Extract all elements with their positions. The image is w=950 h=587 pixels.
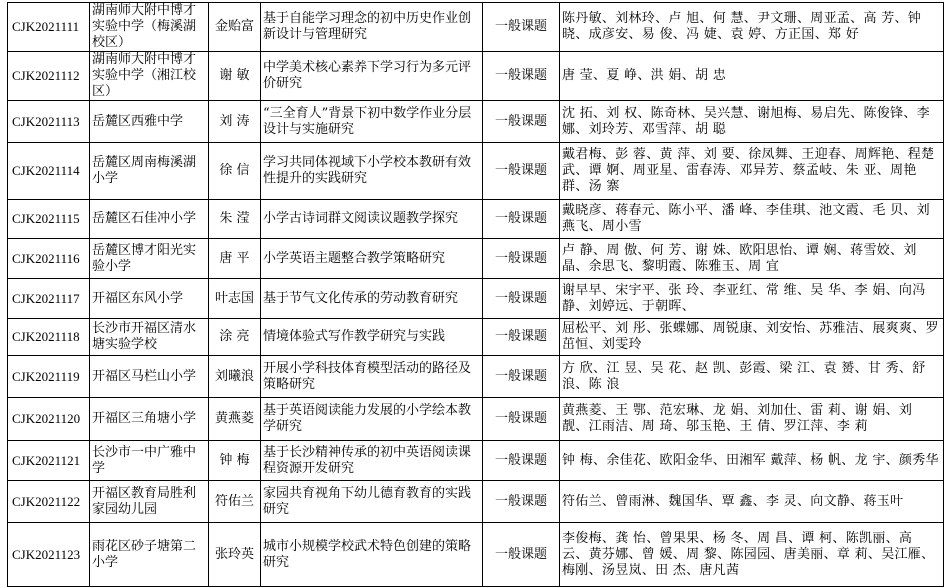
table-row	[8, 3, 944, 52]
project-leader: 涂 亮	[209, 319, 261, 356]
project-category: 一般课题	[483, 52, 560, 101]
project-members: 沈 拓、刘 权、陈奇林、吴兴慧、谢旭梅、易启先、陈俊锋、李 娜、刘玲芳、邓雪萍、胡 聪	[560, 101, 944, 143]
unit-name: 湖南师大附中博才实验中学（梅溪湖校区）	[90, 3, 209, 52]
project-members: 钟 梅、余佳花、欧阳金华、田湘军 戴萍、杨 帆、龙 宇、颜秀华	[560, 441, 944, 481]
table-row	[8, 398, 944, 441]
table-row	[8, 523, 944, 587]
project-code: CJK2021121	[8, 441, 90, 481]
project-title: 小学英语主题整合教学策略研究	[261, 239, 483, 279]
project-members: 唐 莹、夏 峥、洪 娟、胡 忠	[560, 52, 944, 101]
project-title: 基于长沙精神传承的初中英语阅读课程资源开发研究	[261, 441, 483, 481]
project-category: 一般课题	[483, 143, 560, 200]
unit-name: 长沙市一中广雅中学	[90, 441, 209, 481]
project-leader: 谢 敏	[209, 52, 261, 101]
project-title: 基于英语阅读能力发展的小学绘本教学研究	[261, 398, 483, 441]
project-leader: 唐 平	[209, 239, 261, 279]
project-title: 中学美术核心素养下学习行为多元评价研究	[261, 52, 483, 101]
project-title: 基于自能学习理念的初中历史作业创新设计与管理研究	[261, 3, 483, 52]
project-leader: 黄燕菱	[209, 398, 261, 441]
table-body	[8, 3, 944, 587]
unit-name: 湖南师大附中博才实验中学（湘江校区）	[90, 52, 209, 101]
project-leader: 朱 滢	[209, 200, 261, 239]
project-members: 黄燕菱、王 鄂、范宏琳、龙 娟、刘加仕、雷 莉、谢 娟、刘 靓、江雨洁、周 琦、邬玉艳、王 倩、罗江萍、李 莉	[560, 398, 944, 441]
table-row	[8, 279, 944, 319]
project-title: 家园共育视角下幼儿德育教育的实践研究	[261, 481, 483, 523]
unit-name: 开福区东风小学	[90, 279, 209, 319]
project-title: 开展小学科技体育模型活动的路径及策略研究	[261, 356, 483, 398]
project-code: CJK2021122	[8, 481, 90, 523]
table-row	[8, 52, 944, 101]
table-row	[8, 101, 944, 143]
project-category: 一般课题	[483, 3, 560, 52]
project-title: 情境体验式写作教学研究与实践	[261, 319, 483, 356]
project-code: CJK2021115	[8, 200, 90, 239]
project-title: 基于节气文化传承的劳动教育研究	[261, 279, 483, 319]
project-leader: 钟 梅	[209, 441, 261, 481]
project-leader: 金贻富	[209, 3, 261, 52]
table-row	[8, 356, 944, 398]
project-category: 一般课题	[483, 239, 560, 279]
project-category: 一般课题	[483, 481, 560, 523]
unit-name: 长沙市开福区清水塘实验学校	[90, 319, 209, 356]
project-members: 方 欣、江 昱、吴 花、赵 凯、彭霞、梁 江、袁 赟、甘 秀、舒 浪、陈 浪	[560, 356, 944, 398]
project-title: 学习共同体视域下小学校本教研有效性提升的实践研究	[261, 143, 483, 200]
unit-name: 岳麓区西雅中学	[90, 101, 209, 143]
project-category: 一般课题	[483, 101, 560, 143]
project-members: 李俊梅、龚 怡、曾果果、杨 冬、周 昌、谭 柯、陈凯丽、高 云、黄芬娜、曾 媛、周 黎、陈园园、唐美丽、章 莉、吴江雁、梅刚、汤昱岚、田 杰、唐凡茜	[560, 523, 944, 587]
project-members: 陈丹敏、刘林玲、卢 旭、何 慧、尹文珊、周亚孟、高 芳、钟晓、成彦安、易 俊、冯 婕、袁 婷、方正国、郑 好	[560, 3, 944, 52]
project-members: 戴君梅、彭 蓉、黄 萍、刘 要、徐凤舞、王迎春、周辉艳、程楚武、谭 婀、周亚星、雷春涛、邓异芳、蔡孟岐、朱 亚、周艳群、汤 寨	[560, 143, 944, 200]
table-row	[8, 200, 944, 239]
project-leader: 叶志国	[209, 279, 261, 319]
unit-name: 开福区教育局胜利家园幼儿园	[90, 481, 209, 523]
project-table	[7, 2, 944, 587]
table-row	[8, 441, 944, 481]
table-row	[8, 143, 944, 200]
project-members: 戴晓彦、蒋春元、陈小平、潘 峰、李佳琪、池文霞、毛 贝、刘燕飞、周小雪	[560, 200, 944, 239]
project-members: 卢 静、周 傲、何 芳、谢 姝、欧阳思怡、谭 娴、蒋雪姣、刘晶、余思飞、黎明霞、陈雅玉、周 宜	[560, 239, 944, 279]
project-members: 符佑兰、曾雨淋、魏国华、覃 鑫、李 灵、向文静、蒋玉叶	[560, 481, 944, 523]
project-code: CJK2021113	[8, 101, 90, 143]
unit-name: 开福区三角塘小学	[90, 398, 209, 441]
project-category: 一般课题	[483, 398, 560, 441]
project-category: 一般课题	[483, 279, 560, 319]
project-leader: 刘 涛	[209, 101, 261, 143]
unit-name: 岳麓区周南梅溪湖小学	[90, 143, 209, 200]
unit-name: 开福区马栏山小学	[90, 356, 209, 398]
project-leader: 徐 信	[209, 143, 261, 200]
unit-name: 岳麓区石佳冲小学	[90, 200, 209, 239]
table-row	[8, 319, 944, 356]
project-category: 一般课题	[483, 356, 560, 398]
project-members: 屈松平、刘 彤、张蝶娜、周锐康、刘安怡、苏雅洁、展爽爽、罗茁恒、刘雯玲	[560, 319, 944, 356]
project-code: CJK2021120	[8, 398, 90, 441]
project-code: CJK2021114	[8, 143, 90, 200]
project-code: CJK2021112	[8, 52, 90, 101]
project-code: CJK2021123	[8, 523, 90, 587]
project-code: CJK2021119	[8, 356, 90, 398]
unit-name: 雨花区砂子塘第二小学	[90, 523, 209, 587]
unit-name: 岳麓区博才阳光实验小学	[90, 239, 209, 279]
project-leader: 刘曦浪	[209, 356, 261, 398]
project-leader: 张玲英	[209, 523, 261, 587]
table-row	[8, 481, 944, 523]
project-category: 一般课题	[483, 200, 560, 239]
project-category: 一般课题	[483, 319, 560, 356]
project-code: CJK2021117	[8, 279, 90, 319]
project-title: “三全育人”背景下初中数学作业分层设计与实施研究	[261, 101, 483, 143]
project-title: 城市小规模学校武术特色创建的策略研究	[261, 523, 483, 587]
project-leader: 符佑兰	[209, 481, 261, 523]
table-row	[8, 239, 944, 279]
project-members: 谢早早、宋宇平、张 玲、李亚红、常 维、吴 华、李 娟、向冯静、刘婷远、于朝晖、	[560, 279, 944, 319]
project-code: CJK2021116	[8, 239, 90, 279]
project-category: 一般课题	[483, 523, 560, 587]
project-title: 小学古诗词群文阅读议题教学探究	[261, 200, 483, 239]
project-category: 一般课题	[483, 441, 560, 481]
project-code: CJK2021118	[8, 319, 90, 356]
project-code: CJK2021111	[8, 3, 90, 52]
